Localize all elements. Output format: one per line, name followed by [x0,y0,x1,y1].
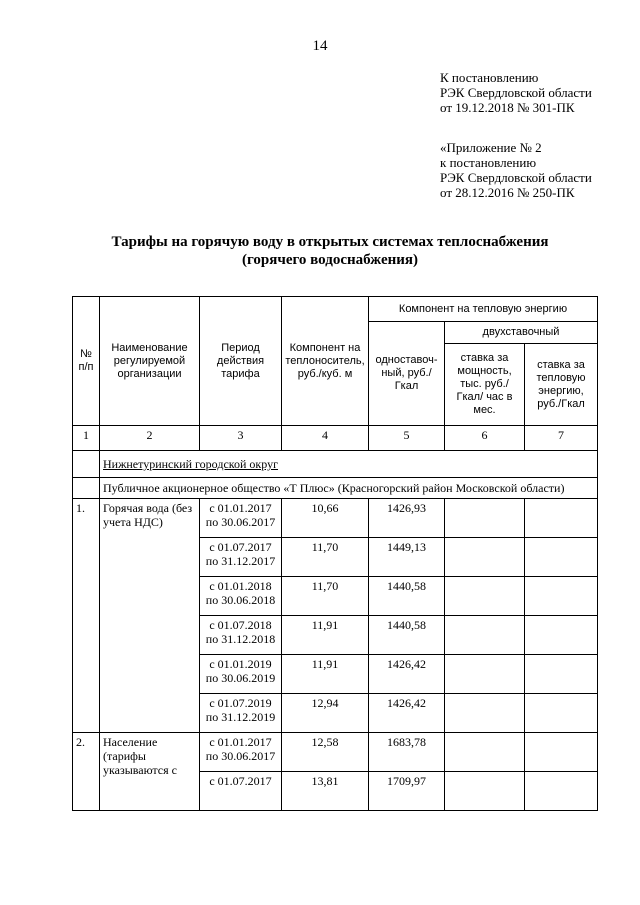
title-line: (горячего водоснабжения) [241,252,418,268]
tariff-period: с 01.01.2017 по 30.06.2017 [200,733,282,772]
header-two-rate: двухставочный [445,322,598,344]
document-title [60,233,600,269]
capacity-rate-value [445,733,525,772]
header-capacity-rate: ставка за мощность, тыс. руб./Гкал/ час в мес. [445,344,525,426]
column-number-row [73,426,598,451]
tariff-period: с 01.01.2017 по 30.06.2017 [200,499,282,538]
organization-row [73,478,598,499]
energy-rate-value [525,538,598,577]
one-rate-value: 1426,93 [369,499,445,538]
capacity-rate-value [445,655,525,694]
tariff-period: с 01.07.2017 [200,772,282,811]
column-number: 1 [73,426,100,451]
tariff-period: с 01.07.2017 по 31.12.2017 [200,538,282,577]
column-number: 6 [445,426,525,451]
one-rate-value: 1440,58 [369,616,445,655]
header-energy-rate: ставка за тепловую энергию, руб./Гкал [525,344,598,426]
capacity-rate-value [445,499,525,538]
municipality-row [73,451,598,478]
header-energy-component: Компонент на тепловую энергию [369,297,598,322]
reference-line: РЭК Свердловской области [440,170,592,185]
tariff-category: Население (тарифы указываются с [100,733,200,811]
row-index: 2. [73,733,100,811]
one-rate-value: 1709,97 [369,772,445,811]
header-one-rate: одноставоч-ный, руб./Гкал [369,322,445,426]
tariff-period: с 01.07.2018 по 31.12.2018 [200,616,282,655]
column-number: 7 [525,426,598,451]
tariff-period: с 01.07.2019 по 31.12.2019 [200,694,282,733]
reference-line: К постановлению [440,70,539,85]
carrier-value: 10,66 [282,499,369,538]
table-row [73,499,598,538]
carrier-value: 12,94 [282,694,369,733]
carrier-value: 12,58 [282,733,369,772]
energy-rate-value [525,577,598,616]
tariff-period: с 01.01.2019 по 30.06.2019 [200,655,282,694]
column-number: 2 [100,426,200,451]
title-line: Тарифы на горячую воду в открытых системах теплоснабжения [111,234,549,250]
table-row [73,733,598,772]
one-rate-value: 1426,42 [369,655,445,694]
reference-line: от 19.12.2018 № 301-ПК [440,100,575,115]
header-carrier-component: Компонент на теплоноситель, руб./куб. м [282,297,369,426]
column-number: 5 [369,426,445,451]
carrier-value: 11,70 [282,538,369,577]
reference-line: от 28.12.2016 № 250-ПК [440,185,575,200]
energy-rate-value [525,733,598,772]
energy-rate-value [525,616,598,655]
header-period: Период действия тарифа [200,297,282,426]
column-number: 3 [200,426,282,451]
energy-rate-value [525,655,598,694]
one-rate-value: 1440,58 [369,577,445,616]
capacity-rate-value [445,694,525,733]
municipality-name: Нижнетуринский городской округ [100,451,598,478]
one-rate-value: 1449,13 [369,538,445,577]
page-number: 14 [312,38,328,54]
reference-line: к постановлению [440,155,537,170]
carrier-value: 13,81 [282,772,369,811]
header-num: № п/п [73,297,100,426]
energy-rate-value [525,772,598,811]
tariff-period: с 01.01.2018 по 30.06.2018 [200,577,282,616]
reference-block-original [440,140,592,200]
capacity-rate-value [445,538,525,577]
energy-rate-value [525,694,598,733]
reference-line: РЭК Свердловской области [440,85,592,100]
reference-line: «Приложение № 2 [440,140,542,155]
capacity-rate-value [445,616,525,655]
reference-block-current [440,70,592,115]
capacity-rate-value [445,772,525,811]
capacity-rate-value [445,577,525,616]
one-rate-value: 1683,78 [369,733,445,772]
carrier-value: 11,70 [282,577,369,616]
tariff-table [72,296,598,811]
one-rate-value: 1426,42 [369,694,445,733]
column-number: 4 [282,426,369,451]
carrier-value: 11,91 [282,655,369,694]
header-organization: Наименование регулируемой организации [100,297,200,426]
row-index: 1. [73,499,100,733]
tariff-category: Горячая вода (без учета НДС) [100,499,200,733]
energy-rate-value [525,499,598,538]
carrier-value: 11,91 [282,616,369,655]
organization-name: Публичное акционерное общество «Т Плюс» (Красногорский район Московской области) [100,478,598,499]
